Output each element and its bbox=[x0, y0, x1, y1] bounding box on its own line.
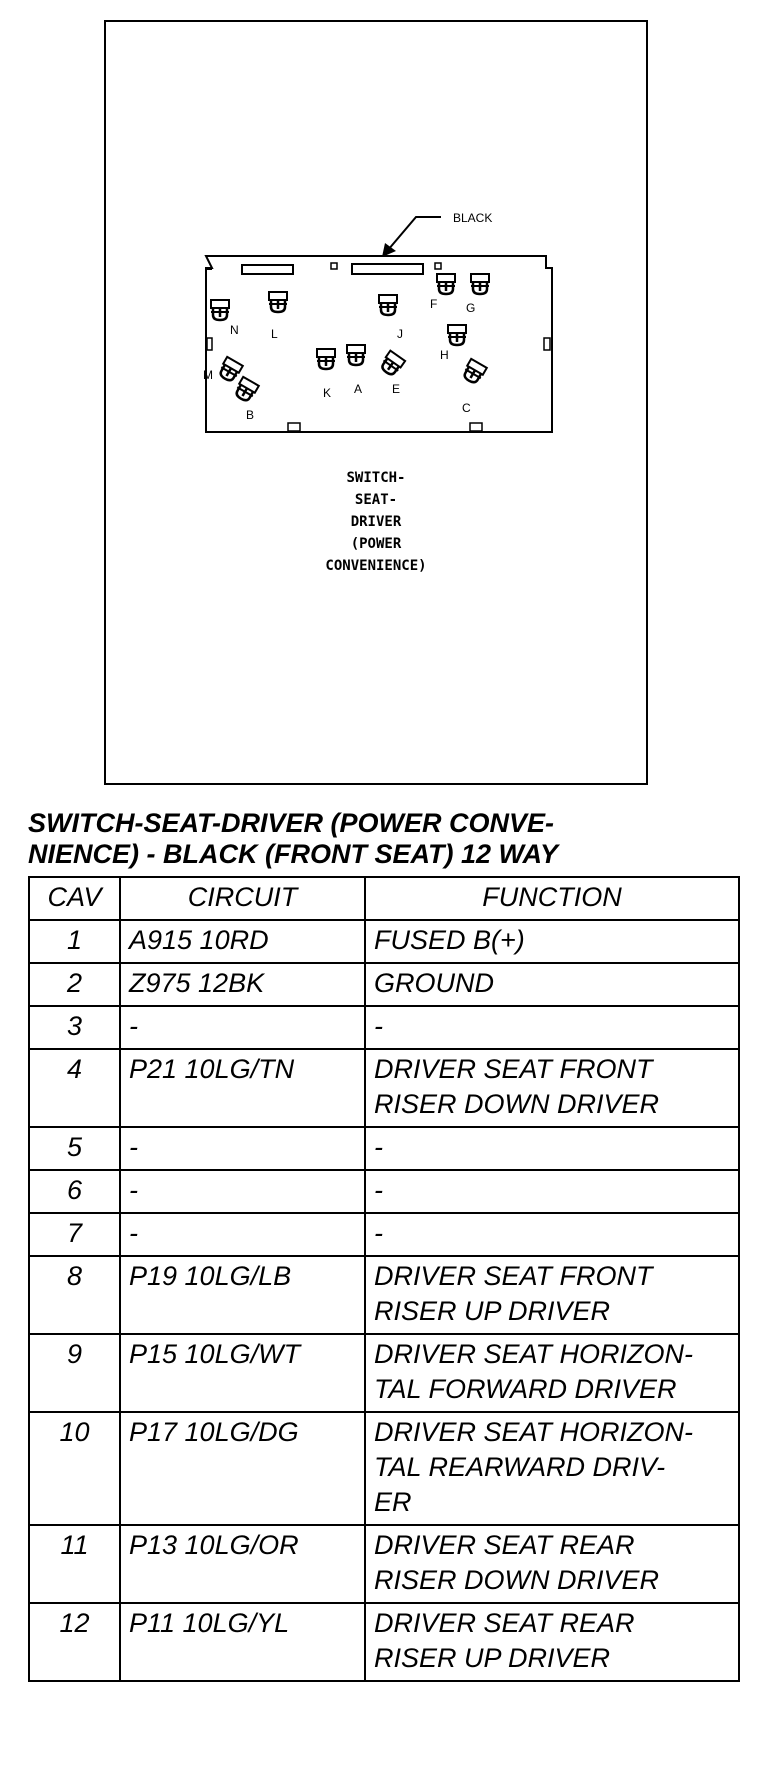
table-row bbox=[29, 1334, 739, 1412]
terminal-j bbox=[379, 295, 397, 315]
circuit-cell: P15 10LG/WT bbox=[120, 1334, 365, 1412]
function-cell bbox=[365, 1412, 739, 1525]
terminal-b bbox=[233, 377, 259, 403]
cav-cell: 6 bbox=[29, 1170, 120, 1213]
table-heading bbox=[28, 808, 748, 870]
function-line: RISER UP DRIVER bbox=[374, 1296, 611, 1326]
table-header-row bbox=[29, 877, 739, 920]
function-line: DRIVER SEAT HORIZON- bbox=[374, 1417, 694, 1447]
circuit-cell: P11 10LG/YL bbox=[120, 1603, 365, 1681]
cav-cell: 8 bbox=[29, 1256, 120, 1334]
cav-cell: 11 bbox=[29, 1525, 120, 1603]
switch-title bbox=[106, 467, 646, 577]
table-row bbox=[29, 1170, 739, 1213]
terminal-e bbox=[379, 351, 405, 378]
top-slot-right bbox=[352, 264, 423, 274]
table-row bbox=[29, 963, 739, 1006]
function-cell bbox=[365, 963, 739, 1006]
function-line: FUSED B(+) bbox=[374, 925, 525, 955]
terminal-c bbox=[461, 359, 487, 385]
function-cell bbox=[365, 1127, 739, 1170]
pin-label-g: G bbox=[466, 301, 476, 315]
function-cell bbox=[365, 920, 739, 963]
function-line: RISER DOWN DRIVER bbox=[374, 1089, 660, 1119]
function-line: GROUND bbox=[374, 968, 494, 998]
pin-label-group bbox=[203, 297, 475, 422]
pin-label-j: J bbox=[397, 327, 403, 341]
function-line: TAL FORWARD DRIVER bbox=[374, 1374, 677, 1404]
side-latch-left bbox=[207, 338, 212, 350]
circuit-cell: A915 10RD bbox=[120, 920, 365, 963]
function-line: ER bbox=[374, 1487, 412, 1517]
terminal-l bbox=[269, 292, 287, 312]
function-line: RISER DOWN DRIVER bbox=[374, 1565, 660, 1595]
pin-label-e: E bbox=[392, 382, 401, 396]
pin-label-b: B bbox=[246, 408, 255, 422]
table-heading-line: NIENCE) - BLACK (FRONT SEAT) 12 WAY bbox=[28, 839, 558, 869]
table-heading-line: SWITCH-SEAT-DRIVER (POWER CONVE- bbox=[28, 808, 554, 838]
function-cell bbox=[365, 1334, 739, 1412]
table-row bbox=[29, 1525, 739, 1603]
cav-cell: 3 bbox=[29, 1006, 120, 1049]
side-latch-right bbox=[544, 338, 550, 350]
connector-outline bbox=[206, 256, 552, 432]
circuit-cell: - bbox=[120, 1127, 365, 1170]
bottom-latch-right bbox=[470, 423, 482, 431]
pin-label-h: H bbox=[440, 348, 449, 362]
cav-cell: 12 bbox=[29, 1603, 120, 1681]
pin-label-n: N bbox=[230, 323, 239, 337]
function-line: DRIVER SEAT REAR bbox=[374, 1608, 635, 1638]
bottom-latch-left bbox=[288, 423, 300, 431]
circuit-cell: - bbox=[120, 1006, 365, 1049]
pin-label-c: C bbox=[462, 401, 471, 415]
terminal-h bbox=[448, 325, 466, 345]
function-cell bbox=[365, 1525, 739, 1603]
cav-cell: 5 bbox=[29, 1127, 120, 1170]
switch-title-line: (POWER bbox=[350, 536, 402, 552]
table-row bbox=[29, 1127, 739, 1170]
terminal-a bbox=[347, 345, 365, 365]
cav-cell: 9 bbox=[29, 1334, 120, 1412]
top-slot-left bbox=[242, 265, 293, 274]
pinout-table bbox=[28, 876, 740, 1682]
callout-arrow bbox=[382, 217, 441, 257]
connector-diagram bbox=[106, 22, 646, 783]
function-line: TAL REARWARD DRIV- bbox=[374, 1452, 666, 1482]
function-line: DRIVER SEAT REAR bbox=[374, 1530, 635, 1560]
switch-title-line: DRIVER bbox=[350, 514, 402, 530]
function-cell bbox=[365, 1049, 739, 1127]
cav-cell: 4 bbox=[29, 1049, 120, 1127]
terminal-group bbox=[211, 274, 489, 403]
function-line: - bbox=[374, 1218, 383, 1248]
function-cell bbox=[365, 1006, 739, 1049]
pin-label-k: K bbox=[323, 386, 332, 400]
table-row bbox=[29, 1412, 739, 1525]
function-cell bbox=[365, 1256, 739, 1334]
circuit-cell: - bbox=[120, 1213, 365, 1256]
circuit-header: CIRCUIT bbox=[120, 877, 365, 920]
function-header: FUNCTION bbox=[365, 877, 739, 920]
circuit-cell: Z975 12BK bbox=[120, 963, 365, 1006]
circuit-cell: - bbox=[120, 1170, 365, 1213]
switch-title-line: CONVENIENCE) bbox=[325, 558, 427, 574]
function-cell bbox=[365, 1603, 739, 1681]
function-line: - bbox=[374, 1011, 383, 1041]
terminal-k bbox=[317, 349, 335, 369]
circuit-cell: P17 10LG/DG bbox=[120, 1412, 365, 1525]
cav-cell: 1 bbox=[29, 920, 120, 963]
pin-label-f: F bbox=[430, 297, 438, 311]
function-cell bbox=[365, 1213, 739, 1256]
table-row bbox=[29, 1603, 739, 1681]
cav-cell: 7 bbox=[29, 1213, 120, 1256]
terminal-m bbox=[217, 357, 243, 383]
switch-title-line: SWITCH- bbox=[346, 470, 406, 486]
table-row bbox=[29, 1256, 739, 1334]
table-body bbox=[29, 920, 739, 1681]
cav-cell: 2 bbox=[29, 963, 120, 1006]
pin-label-a: A bbox=[354, 382, 363, 396]
cav-header: CAV bbox=[29, 877, 120, 920]
table-row bbox=[29, 1006, 739, 1049]
terminal-n bbox=[211, 300, 229, 320]
circuit-cell: P19 10LG/LB bbox=[120, 1256, 365, 1334]
function-line: DRIVER SEAT HORIZON- bbox=[374, 1339, 694, 1369]
function-line: DRIVER SEAT FRONT bbox=[374, 1054, 653, 1084]
cav-cell: 10 bbox=[29, 1412, 120, 1525]
pin-label-l: L bbox=[271, 327, 278, 341]
connector-diagram-frame bbox=[104, 20, 648, 785]
function-line: RISER UP DRIVER bbox=[374, 1643, 611, 1673]
switch-title-line: SEAT- bbox=[354, 492, 398, 508]
circuit-cell: P13 10LG/OR bbox=[120, 1525, 365, 1603]
pin-label-m: M bbox=[203, 368, 213, 382]
terminal-g bbox=[471, 274, 489, 294]
callout-label: BLACK bbox=[453, 211, 493, 225]
function-line: - bbox=[374, 1175, 383, 1205]
function-cell bbox=[365, 1170, 739, 1213]
circuit-cell: P21 10LG/TN bbox=[120, 1049, 365, 1127]
table-row bbox=[29, 920, 739, 963]
terminal-f bbox=[437, 274, 455, 294]
table-row bbox=[29, 1049, 739, 1127]
function-line: - bbox=[374, 1132, 383, 1162]
function-line: DRIVER SEAT FRONT bbox=[374, 1261, 653, 1291]
table-row bbox=[29, 1213, 739, 1256]
